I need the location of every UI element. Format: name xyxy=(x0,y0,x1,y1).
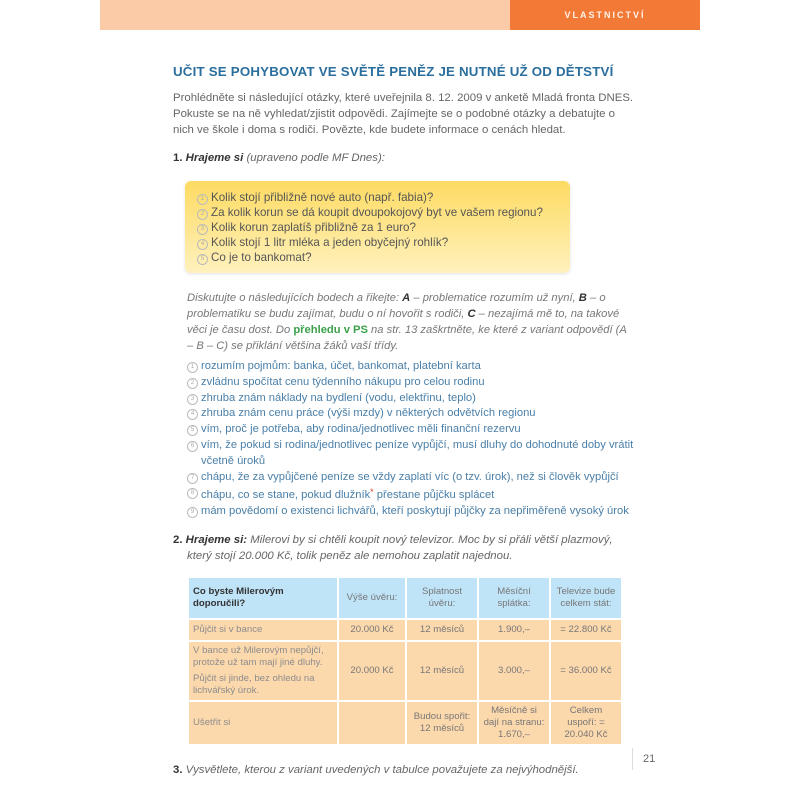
question-item xyxy=(197,250,560,265)
text-segment: – nezajímá mě to, na takové věci je času dost. Do xyxy=(187,308,620,336)
task-number: 1. xyxy=(173,152,183,164)
table-row xyxy=(189,642,621,700)
question-text: Kolik stojí přibližně nové auto (např. fabia)? xyxy=(211,191,434,204)
number-circle-icon: 7 xyxy=(187,473,198,484)
list-item xyxy=(187,485,635,504)
question-item xyxy=(197,235,560,250)
skill-text: vím, že pokud si rodina/jednotlivec peníze vypůjčí, musí dluhy do dohodnuté doby vrátit včetně úroků xyxy=(201,438,634,467)
table-header-row xyxy=(189,578,621,618)
skill-text: zvládnu spočítat cenu týdenního nákupu pro celou rodinu xyxy=(201,375,485,388)
column-header: Televize bude celkem stát: xyxy=(551,578,621,618)
column-header: Měsíční splátka: xyxy=(479,578,549,618)
questions-box xyxy=(185,181,570,273)
number-circle-icon: 8 xyxy=(187,488,198,499)
table-cell: 12 měsíců xyxy=(407,642,477,700)
table-cell: 20.000 Kč xyxy=(339,642,405,700)
table-cell: Celkem uspoří: = 20.040 Kč xyxy=(551,702,621,744)
list-item xyxy=(187,359,635,375)
number-circle-icon: 1 xyxy=(187,362,198,373)
task-number: 2. xyxy=(173,533,183,546)
table-cell: Ušetřit si xyxy=(189,702,337,744)
header-bar xyxy=(100,0,700,30)
task-3 xyxy=(173,762,635,778)
number-circle-icon: 2 xyxy=(197,209,208,220)
list-item xyxy=(187,391,635,407)
skill-text: vím, proč je potřeba, aby rodina/jednotlivec měli finanční rezervu xyxy=(201,423,521,436)
cell-text: V bance už Milerovým nepůjčí, protože už tam mají jiné dluhy. xyxy=(193,644,324,668)
question-text: Kolik korun zaplatíš přibližně za 1 euro? xyxy=(211,221,416,234)
table-cell: 12 měsíců xyxy=(407,620,477,640)
text-segment: – o problematiku se budu zajímat, budu o ní hovořit s rodiči, xyxy=(187,292,606,320)
skill-text: přestane půjčku splácet xyxy=(373,489,495,502)
footnote-star-icon: * xyxy=(370,487,374,498)
task-lead: Hrajeme si: xyxy=(185,533,248,546)
skill-text: zhruba znám cenu práce (výši mzdy) v některých odvětvích regionu xyxy=(201,407,536,420)
workbook-reference-link[interactable]: přehledu v PS xyxy=(293,324,368,336)
question-text: Za kolik korun se dá koupit dvoupokojový byt ve vašem regionu? xyxy=(211,206,543,219)
task-1 xyxy=(173,150,635,166)
page-title: UČIT SE POHYBOVAT VE SVĚTĚ PENĚZ JE NUTNÉ UŽ OD DĚTSTVÍ xyxy=(173,64,614,79)
option-a-label: A xyxy=(402,292,411,304)
list-item xyxy=(187,375,635,391)
cell-text: Půjčit si jinde, bez ohledu na lichvářský úrok. xyxy=(193,672,315,696)
text-segment: na str. 13 zaškrtněte, ke které z variant odpovědí (A – B – C) se přiklání většina žáků vaší třídy. xyxy=(187,324,627,352)
number-circle-icon: 3 xyxy=(187,394,198,405)
option-c-label: C xyxy=(467,308,476,320)
skill-text: mám povědomí o existenci lichvářů, kteří poskytují půjčky za nepřiměřeně vysoký úrok xyxy=(201,505,629,518)
loan-options-table xyxy=(187,576,623,746)
table-cell: Půjčit si v bance xyxy=(189,620,337,640)
page-number: 21 xyxy=(632,748,655,770)
table-row xyxy=(189,702,621,744)
number-circle-icon: 2 xyxy=(187,378,198,389)
number-circle-icon: 9 xyxy=(187,507,198,518)
question-text: Kolik stojí 1 litr mléka a jeden obyčejný rohlík? xyxy=(211,236,449,249)
table-cell: 3.000,– xyxy=(479,642,549,700)
list-item xyxy=(187,438,635,470)
task-lead: Hrajeme si xyxy=(185,152,244,164)
skill-text: zhruba znám náklady na bydlení (vodu, elektřinu, teplo) xyxy=(201,391,476,404)
skill-text: rozumím pojmům: banka, účet, bankomat, platební karta xyxy=(201,360,481,372)
task-note: (upraveno podle MF Dnes): xyxy=(246,152,385,164)
number-circle-icon: 4 xyxy=(197,239,208,250)
list-item xyxy=(187,504,635,520)
task-text: Milerovi by si chtěli koupit nový televizor. Moc by si přáli větší plazmový, který stojí 20.000 Kč, tolik peněz ale nemohou zaplatit najednou. xyxy=(187,533,613,562)
column-header: Výše úvěru: xyxy=(339,578,405,618)
question-item xyxy=(197,190,560,205)
table-cell: = 36.000 Kč xyxy=(551,642,621,700)
list-item xyxy=(187,470,635,486)
column-header: Splatnost úvěru: xyxy=(407,578,477,618)
discussion-instructions xyxy=(187,290,635,354)
number-circle-icon: 1 xyxy=(197,194,208,205)
skill-text: chápu, co se stane, pokud dlužník xyxy=(201,489,371,502)
task-number: 3. xyxy=(173,763,183,776)
question-item xyxy=(197,205,560,220)
text-segment: Diskutujte o následujících bodech a řikejte: xyxy=(187,292,403,304)
section-tab: VLASTNICTVÍ xyxy=(510,0,700,30)
page-content xyxy=(173,64,635,778)
table-cell xyxy=(189,642,337,700)
table-cell: Měsíčně si dají na stranu: 1.670,– xyxy=(479,702,549,744)
number-circle-icon: 4 xyxy=(187,409,198,420)
task-text: Vysvětlete, kterou z variant uvedených v tabulce považujete za nejvýhodnější. xyxy=(185,763,579,776)
intro-paragraph: Prohlédněte si následující otázky, které uveřejnila 8. 12. 2009 v anketě Mladá fronta DNES. Pokuste se na ně vyhledat/zjistit odpovědi. Zajímejte se o podobné otázky a debatujte o nich ve škole i doma s rodiči. Povězte, kde budete informace o cenách hledat. xyxy=(173,92,634,136)
question-text: Co je to bankomat? xyxy=(211,251,312,264)
skills-list xyxy=(187,359,635,520)
task-2 xyxy=(173,532,635,564)
table-row xyxy=(189,620,621,640)
table-cell xyxy=(339,702,405,744)
option-b-label: B xyxy=(578,292,587,304)
table-cell: 1.900,– xyxy=(479,620,549,640)
table-cell: Budou spořit: 12 měsíců xyxy=(407,702,477,744)
text-segment: – problematice rozumím už nyní, xyxy=(410,292,579,304)
number-circle-icon: 6 xyxy=(187,441,198,452)
table-cell: = 22.800 Kč xyxy=(551,620,621,640)
column-header: Co byste Milerovým doporučili? xyxy=(189,578,337,618)
skill-text: chápu, že za vypůjčené peníze se vždy zaplatí víc (o tzv. úrok), než si člověk vypůjčí xyxy=(201,470,619,483)
question-item xyxy=(197,220,560,235)
number-circle-icon: 5 xyxy=(187,425,198,436)
number-circle-icon: 3 xyxy=(197,224,208,235)
list-item xyxy=(187,406,635,422)
table-cell: 20.000 Kč xyxy=(339,620,405,640)
list-item xyxy=(187,422,635,438)
number-circle-icon: 5 xyxy=(197,254,208,265)
